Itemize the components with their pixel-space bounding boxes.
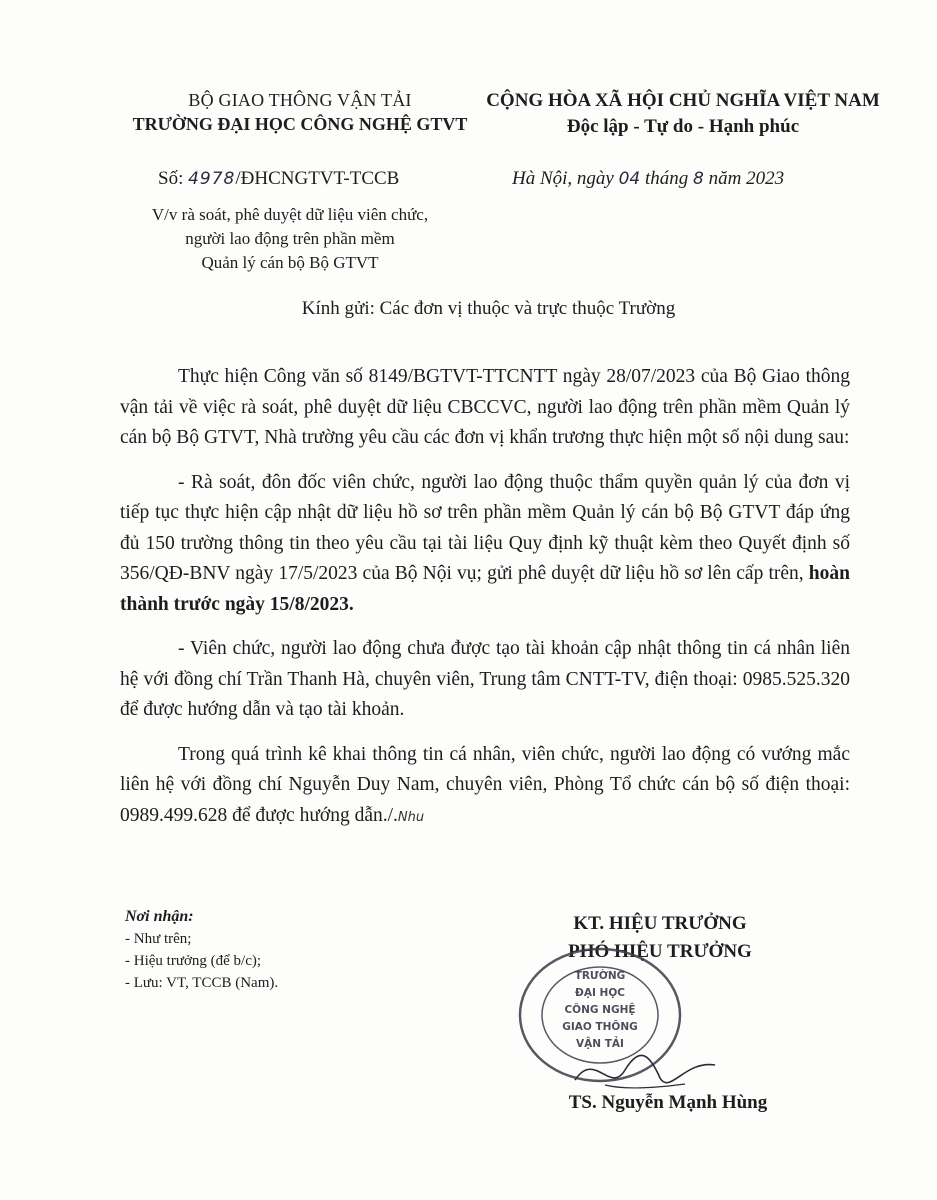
paragraph-1: Thực hiện Công văn số 8149/BGTVT-TTCNTT ngày 28/07/2023 của Bộ Giao thông vận tải về việc rà soát, phê duyệt dữ liệu CBCCVC, người lao động trên phần mềm Quản lý cán bộ Bộ GTVT, Nhà trường yêu cầu các đơn vị khẩn trương thực hiện một số nội dung sau: xyxy=(120,366,850,448)
seal-line: GIAO THÔNG xyxy=(562,1021,638,1033)
letter-body xyxy=(120,362,850,847)
nation-name: CỘNG HÒA XÃ HỘI CHỦ NGHĨA VIỆT NAM xyxy=(486,90,880,111)
receiver-item: - Như trên; xyxy=(125,931,192,947)
paragraph-3: - Viên chức, người lao động chưa được tạo tài khoản cập nhật thông tin cá nhân liên hệ với đồng chí Trần Thanh Hà, chuyên viên, Trung tâm CNTT-TV, điện thoại: 0985.525.320 để được hướng dẫn và tạo tài khoản. xyxy=(120,638,850,720)
handwritten-month: 8 xyxy=(693,169,704,189)
handwritten-day: 04 xyxy=(618,169,641,189)
document-date: Hà Nội, ngày 04 tháng 8 năm 2023 xyxy=(512,168,785,189)
seal-line: VẬN TẢI xyxy=(576,1038,624,1050)
seal-line: TRƯỜNG xyxy=(574,970,626,982)
seal-line: ĐẠI HỌC xyxy=(575,987,625,999)
ministry-name: BỘ GIAO THÔNG VẬN TẢI xyxy=(188,90,412,110)
signer-name: TS. Nguyễn Mạnh Hùng xyxy=(568,1092,768,1113)
receivers-list xyxy=(125,906,278,994)
subject-line: V/v rà soát, phê duyệt dữ liệu viên chức, người lao động trên phần mềm Quản lý cán bộ Bộ GTVT xyxy=(151,205,429,272)
receiver-item: - Hiệu trưởng (để b/c); xyxy=(125,953,262,969)
handwritten-number: 4978 xyxy=(188,169,236,189)
receiver-item: - Lưu: VT, TCCB (Nam). xyxy=(125,975,279,991)
national-header xyxy=(468,88,898,140)
recipient-line: Kính gửi: Các đơn vị thuộc và trực thuộc Trường xyxy=(301,298,676,319)
receivers-title: Nơi nhận: xyxy=(125,908,194,925)
handwritten-initials: Nhu xyxy=(397,809,425,825)
signature-title: KT. HIỆU TRƯỞNG PHÓ HIỆU TRƯỞNG xyxy=(568,913,752,962)
handwritten-signature-icon xyxy=(565,1040,725,1100)
school-name: TRƯỜNG ĐẠI HỌC CÔNG NGHỆ GTVT xyxy=(132,114,468,134)
issuer-header xyxy=(100,88,500,136)
seal-line: CÔNG NGHỆ xyxy=(564,1004,636,1016)
national-motto: Độc lập - Tự do - Hạnh phúc xyxy=(566,116,800,137)
paragraph-2: - Rà soát, đôn đốc viên chức, người lao động thuộc thẩm quyền quản lý của đơn vị tiếp tục thực hiện cập nhật dữ liệu hồ sơ trên phần mềm Quản lý cán bộ Bộ GTVT đáp ứng đủ 150 trường thông tin theo yêu cầu tại tài liệu Quy định kỹ thuật kèm theo Quyết định số 356/QĐ-BNV ngày 17/5/2023 của Bộ Nội vụ; gửi phê duyệt dữ liệu hồ sơ lên cấp trên, hoàn thành trước ngày 15/8/2023. xyxy=(120,471,850,615)
document-number: Số: 4978/ĐHCNGTVT-TCCB xyxy=(158,168,400,189)
paragraph-4: Trong quá trình kê khai thông tin cá nhân, viên chức, người lao động có vướng mắc liên hệ với đồng chí Nguyễn Duy Nam, chuyên viên, Phòng Tổ chức cán bộ số điện thoại: 0989.499.628 để được hướng dẫn./.Nhu xyxy=(120,743,850,826)
deadline: hoàn thành trước ngày 15/8/2023. xyxy=(120,563,850,615)
